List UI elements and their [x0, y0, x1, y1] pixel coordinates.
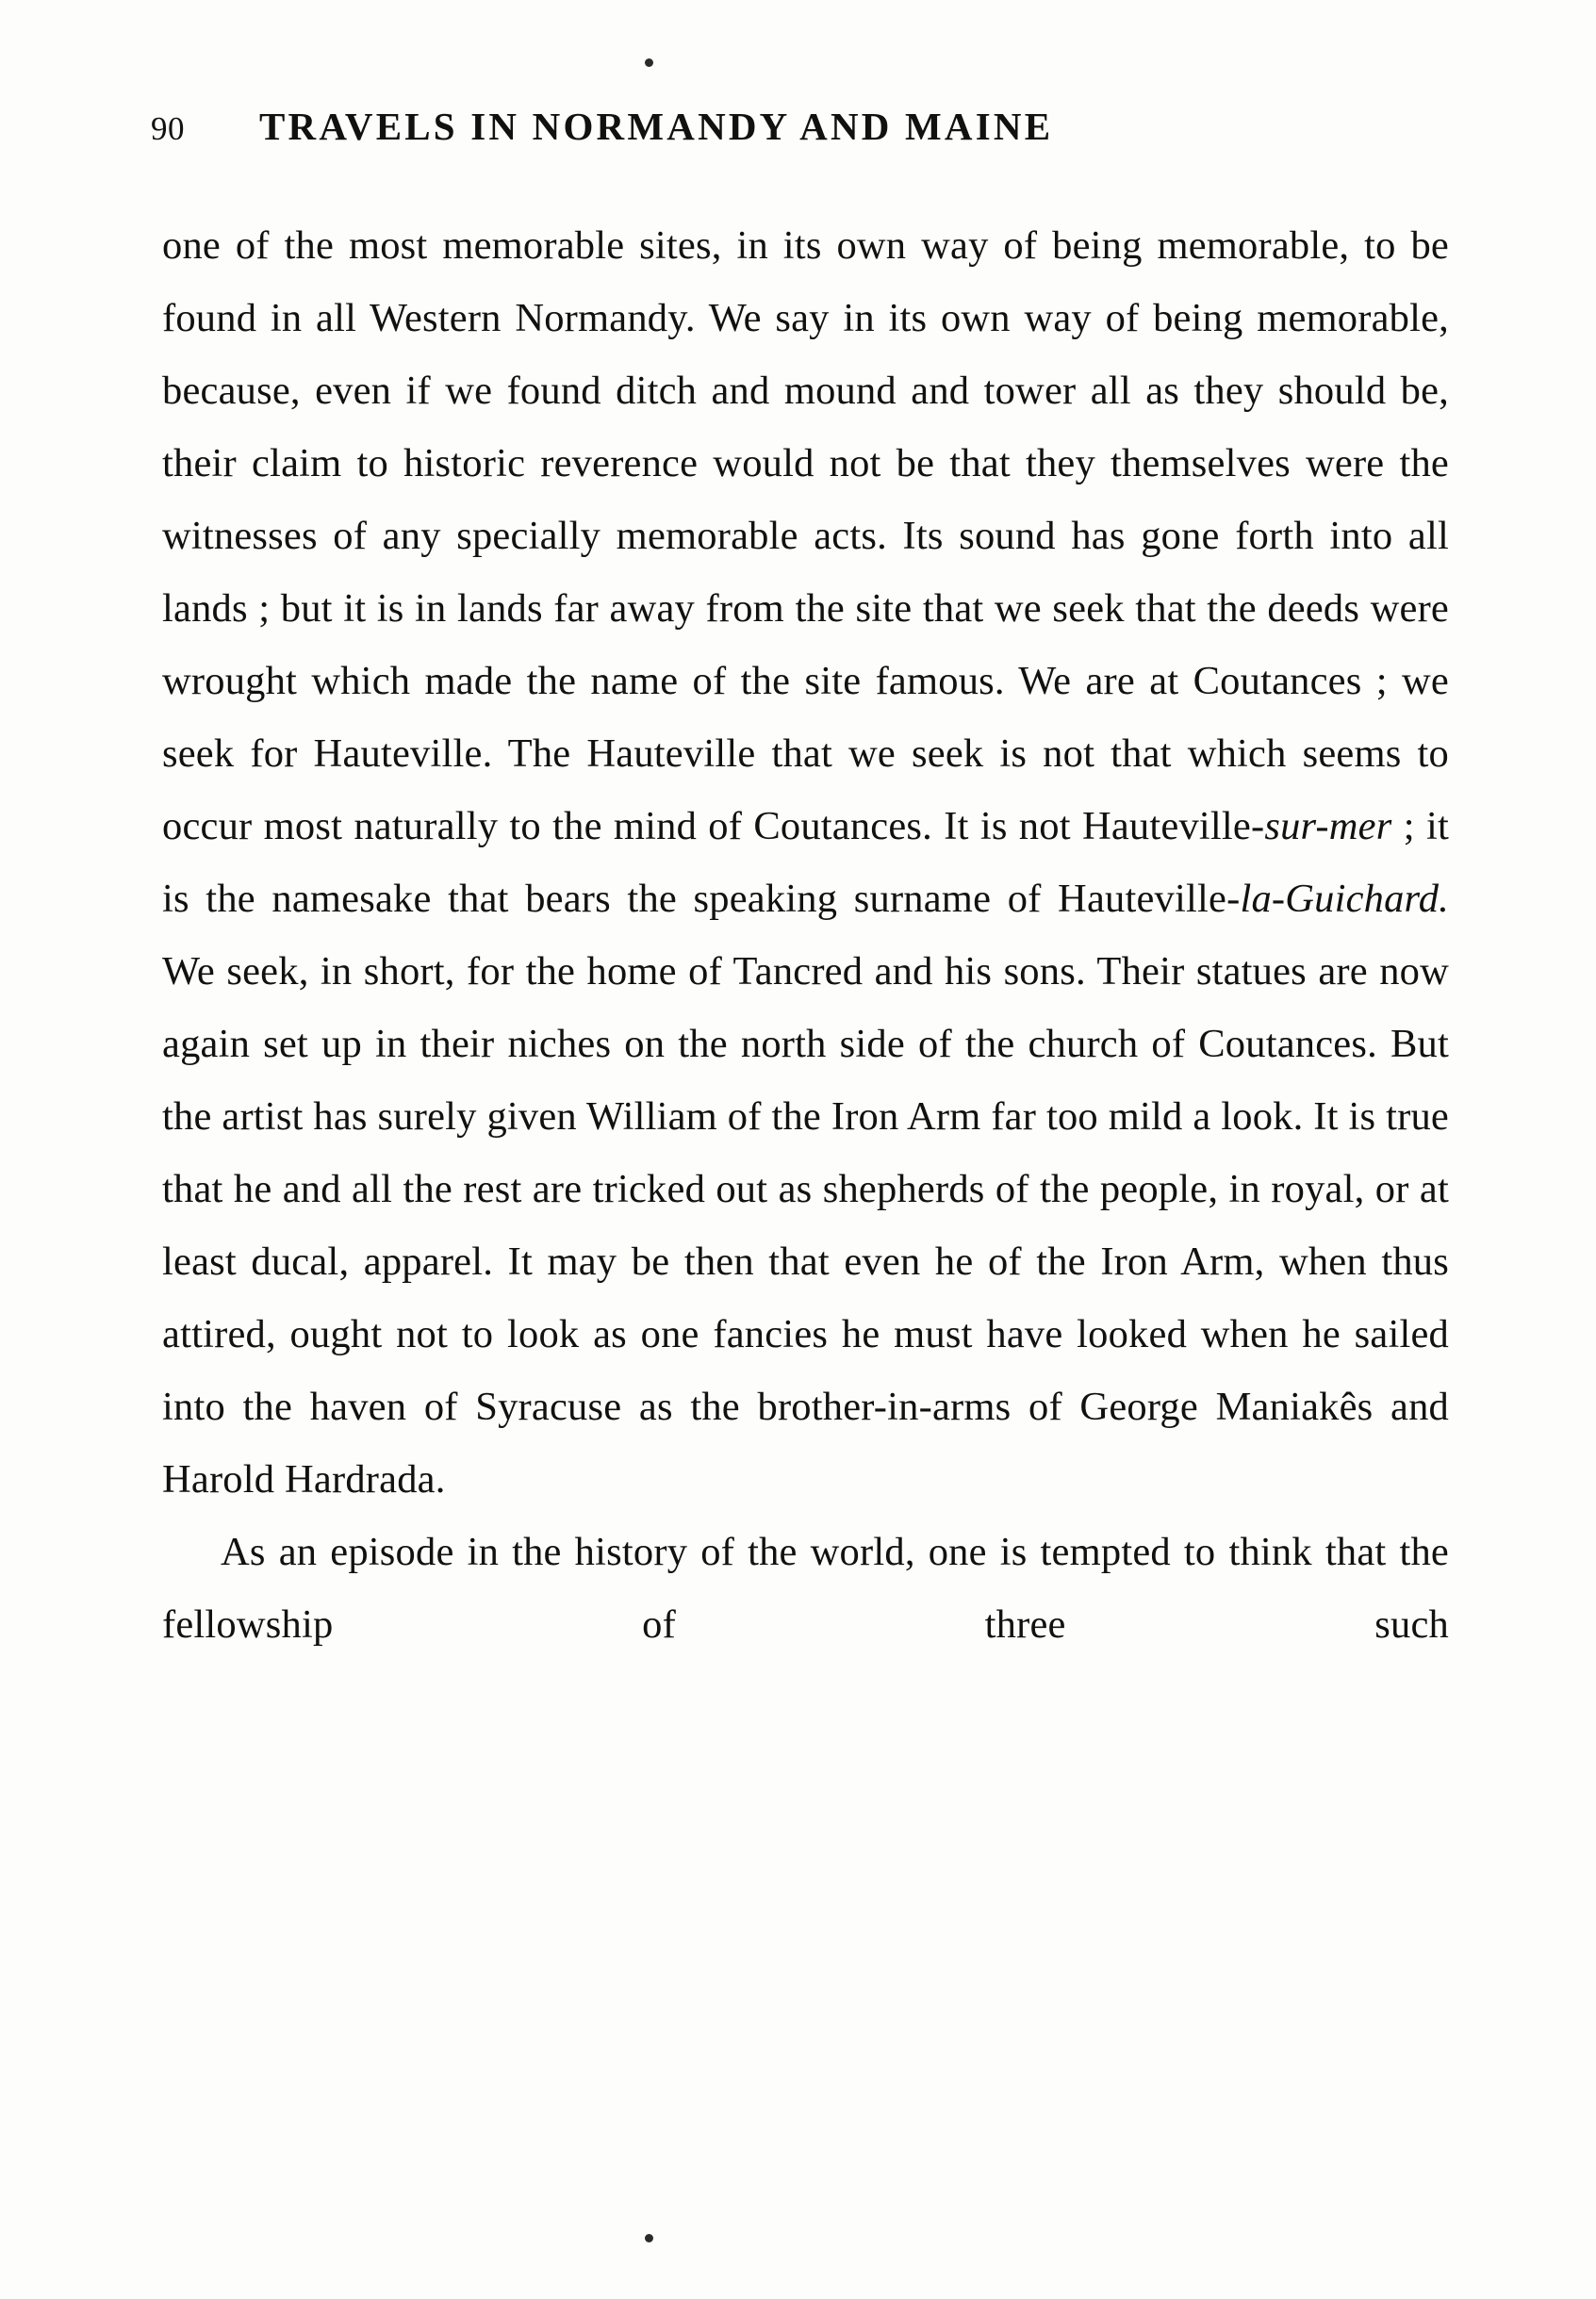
bottom-ornament-dot	[645, 2234, 653, 2242]
paragraph-1-segment-1: one of the most memorable sites, in its own way of being memorable, to be found in all Western Normandy. We say in its own way of being memorable, because, even if we found ditch and mound and tower all as they should be, their claim to historic reverence would not be that they themselves were the witnesses of any specially memorable acts. Its sound has gone forth into all lands ; but it is in lands far away from the site that we seek that the deeds were wrought which made the name of the site famous. We are at Coutances ; we seek for Hauteville. The Hauteville that we seek is not that which seems to occur most naturally to the mind of Coutances. It is not Hauteville-	[162, 223, 1449, 848]
italic-phrase-sur-mer: sur-mer	[1264, 804, 1392, 848]
paragraph-2: As an episode in the history of the world, one is tempted to think that the fellowship of three such	[162, 1530, 1449, 1647]
italic-phrase-la-guichard: la-Guichard.	[1240, 877, 1449, 921]
running-title: TRAVELS IN NORMANDY AND MAINE	[259, 105, 1054, 148]
paragraph-1	[162, 209, 1449, 1516]
page-number: 90	[151, 110, 185, 147]
page-header	[151, 104, 1461, 149]
top-ornament-dot	[645, 58, 653, 67]
paragraph-1-segment-2: ; it is the namesake that bears the speaking surname of Hauteville-	[162, 804, 1449, 921]
body-text	[162, 209, 1449, 1733]
paragraph-1-segment-3: We seek, in short, for the home of Tancred and his sons. Their statues are now again set up in their niches on the north side of the church of Coutances. But the artist has surely given William of the Iron Arm far too mild a look. It is true that he and all the rest are tricked out as shepherds of the people, in royal, or at least ducal, apparel. It may be then that even he of the Iron Arm, when thus attired, ought not to look as one fancies he must have looked when he sailed into the haven of Syracuse as the brother-in-arms of George Maniakês and Harold Hardrada.	[162, 949, 1449, 1502]
